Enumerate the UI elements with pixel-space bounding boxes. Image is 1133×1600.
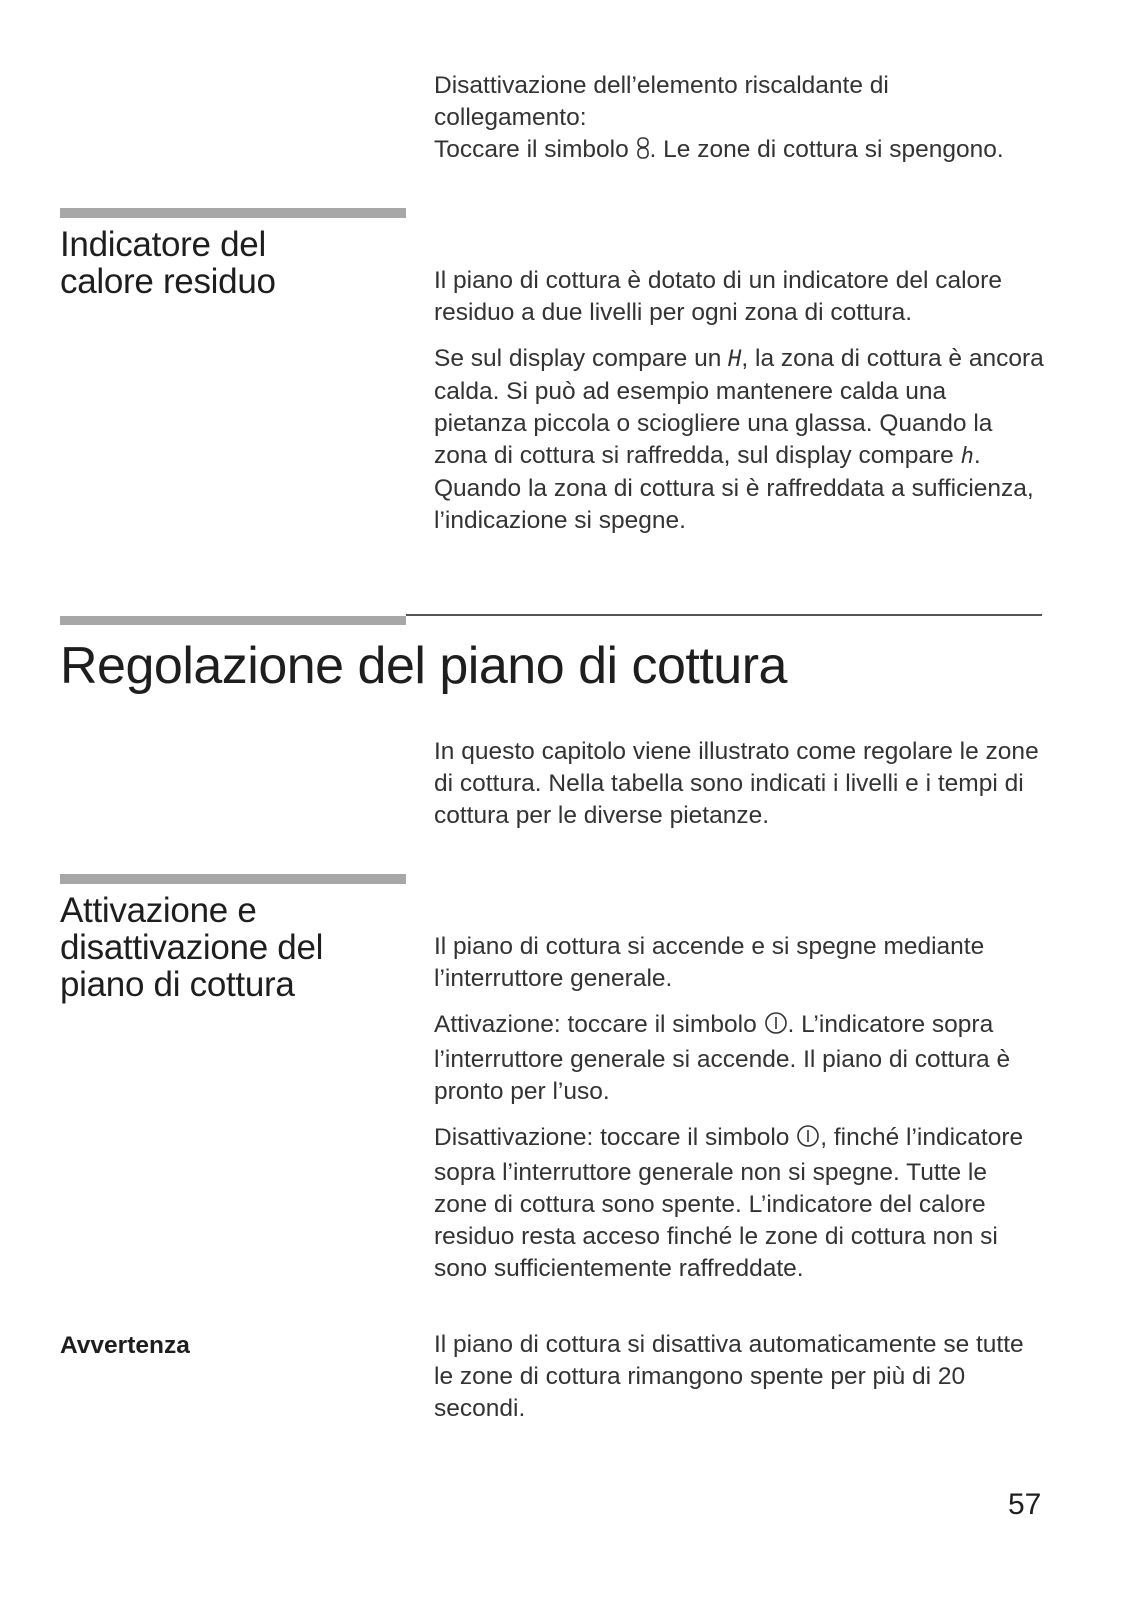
on-off-paragraph-1: Il piano di cottura si accende e si spegne mediante l’interruttore generale. (434, 933, 985, 992)
residual-paragraph-1: Il piano di cottura è dotato di un indicatore del calore residuo a due livelli per ogni zona di cottura. (434, 267, 1002, 326)
on-off-p2-start: Attivazione: toccare il simbolo (434, 1011, 757, 1038)
on-off-body (434, 931, 1044, 1285)
display-symbol-low: h (960, 444, 974, 469)
power-icon (796, 1124, 820, 1157)
on-off-heading-line-3: piano di cottura (60, 965, 295, 1004)
residual-p2-start: Se sul display compare un (434, 345, 722, 372)
section-divider-on-off (60, 874, 406, 884)
linked-element-icon (636, 136, 650, 169)
on-off-paragraph-3 (434, 1122, 1044, 1285)
intro-block (434, 70, 1074, 169)
warning-body (434, 1329, 1034, 1425)
display-symbol-high: H (728, 347, 742, 372)
intro-line-3 (434, 134, 1074, 169)
on-off-heading (60, 892, 405, 1003)
warning-label: Avvertenza (60, 1332, 190, 1359)
residual-body (434, 265, 1044, 537)
section-divider-residual (60, 208, 406, 218)
residual-p2-middle: , la zona di cottura è ancora calda. Si può ad esempio mantenere calda una pietanza piccola o sciogliere una glassa. Quando la zona di cottura si raffredda, sul display compare (434, 345, 1044, 469)
residual-heading-line-1: Indicatore del (60, 225, 266, 264)
intro-line-1: Disattivazione dell’elemento riscaldante di (434, 72, 889, 99)
on-off-heading-line-2: disattivazione del (60, 928, 324, 967)
residual-p2-end: . Quando la zona di cottura si è raffreddata a sufficienza, l’indicazione si spegne. (434, 442, 1034, 534)
warning-text: Il piano di cottura si disattiva automaticamente se tutte le zone di cottura rimangono spente per più di 20 secondi. (434, 1331, 1024, 1422)
chapter-title: Regolazione del piano di cottura (60, 637, 787, 695)
residual-paragraph-2 (434, 343, 1044, 537)
intro-line-2: collegamento: (434, 104, 587, 131)
chapter-rule (406, 614, 1042, 616)
on-off-p2-end: . L’indicatore sopra l’interruttore generale si accende. Il piano di cottura è pronto per l’uso. (434, 1011, 1011, 1105)
on-off-heading-line-1: Attivazione e (60, 891, 257, 930)
chapter-intro-text: In questo capitolo viene illustrato come regolare le zone di cottura. Nella tabella sono indicati i livelli e i tempi di cottura per le diverse pietanze. (434, 738, 1039, 829)
intro-line-3-end: . Le zone di cottura si spengono. (649, 136, 1004, 163)
chapter-bar (60, 616, 406, 625)
on-off-paragraph-2 (434, 1009, 1044, 1108)
on-off-p3-end: , finché l’indicatore sopra l’interruttore generale non si spegne. Tutte le zone di cottura sono spente. L’indicatore del calore residuo resta acceso finché le zone di cottura non si sono sufficientemente raffreddate. (434, 1124, 1024, 1282)
on-off-p3-start: Disattivazione: toccare il simbolo (434, 1124, 790, 1151)
residual-heading-line-2: calore residuo (60, 262, 276, 301)
residual-heading (60, 226, 400, 300)
page-number: 57 (1008, 1488, 1042, 1521)
power-icon (764, 1011, 788, 1044)
chapter-intro (434, 736, 1044, 832)
intro-line-3-text: Toccare il simbolo (434, 136, 629, 163)
